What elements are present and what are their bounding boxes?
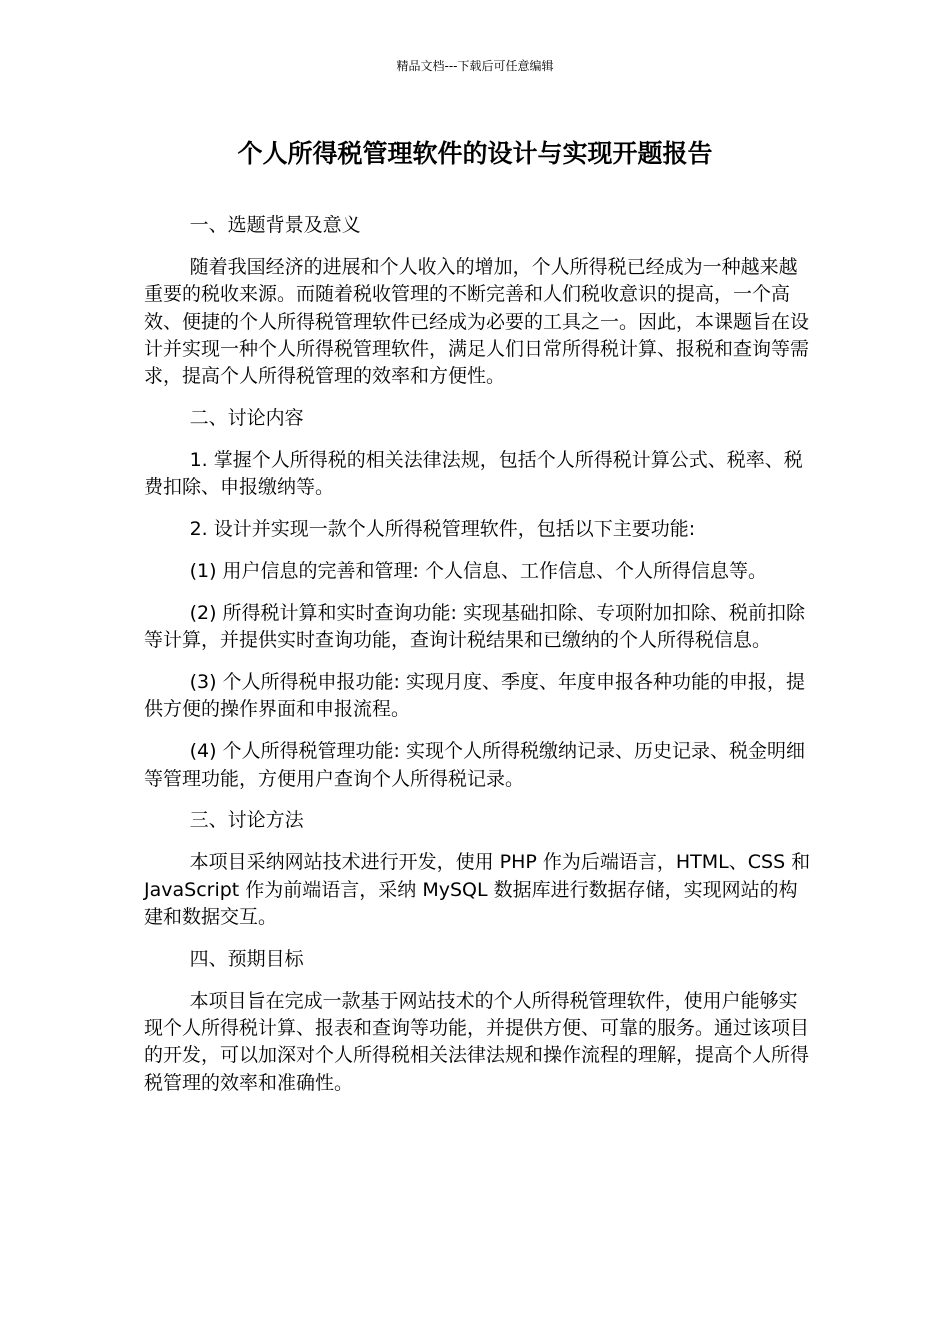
paragraph-method: 本项目采纳网站技术进行开发，使用 PHP 作为后端语言，HTML、CSS 和 JavaScript 作为前端语言，采纳 MySQL 数据库进行数据存储，实现网站的构建和数据交互。 (144, 851, 811, 929)
paragraph-feature-3: (3) 个人所得税申报功能: 实现月度、季度、年度申报各种功能的申报，提供方便的操作界面和申报流程。 (144, 671, 805, 721)
document-body (144, 212, 812, 1112)
document-title: 个人所得税管理软件的设计与实现开题报告 (237, 139, 713, 168)
paragraph-content-item-1: 1. 掌握个人所得税的相关法律法规，包括个人所得税计算公式、税率、税费扣除、申报缴纳等。 (144, 449, 803, 499)
paragraph-background: 随着我国经济的进展和个人收入的增加，个人所得税已经成为一种越来越重要的税收来源。而随着税收管理的不断完善和人们税收意识的提高，一个高效、便捷的个人所得税管理软件已经成为必要的工具之一。因此，本课题旨在设计并实现一种个人所得税管理软件，满足人们日常所得税计算、报税和查询等需求，提高个人所得税管理的效率和方便性。 (144, 255, 810, 388)
paragraph-feature-4: (4) 个人所得税管理功能: 实现个人所得税缴纳记录、历史记录、税金明细等管理功能，方便用户查询个人所得税记录。 (144, 740, 805, 790)
section-heading-method: 三、讨论方法 (189, 809, 304, 832)
section-heading-background: 一、选题背景及意义 (189, 214, 361, 236)
section-heading-goals: 四、预期目标 (189, 947, 304, 970)
header-note: 精品文档---下载后可任意编辑 (396, 59, 554, 73)
paragraph-content-item-2: 2. 设计并实现一款个人所得税管理软件，包括以下主要功能: (189, 518, 696, 541)
section-heading-research-content: 二、讨论内容 (189, 407, 304, 430)
paragraph-feature-2: (2) 所得税计算和实时查询功能: 实现基础扣除、专项附加扣除、税前扣除等计算，并提供实时查询功能，查询计税结果和已缴纳的个人所得税信息。 (144, 601, 805, 652)
paragraph-feature-1: (1) 用户信息的完善和管理: 个人信息、工作信息、个人所得信息等。 (189, 560, 767, 583)
paragraph-goals: 本项目旨在完成一款基于网站技术的个人所得税管理软件，使用户能够实现个人所得税计算、报表和查询等功能，并提供方便、可靠的服务。通过该项目的开发，可以加深对个人所得税相关法律法规和操作流程的理解，提高个人所得税管理的效率和准确性。 (144, 989, 810, 1094)
